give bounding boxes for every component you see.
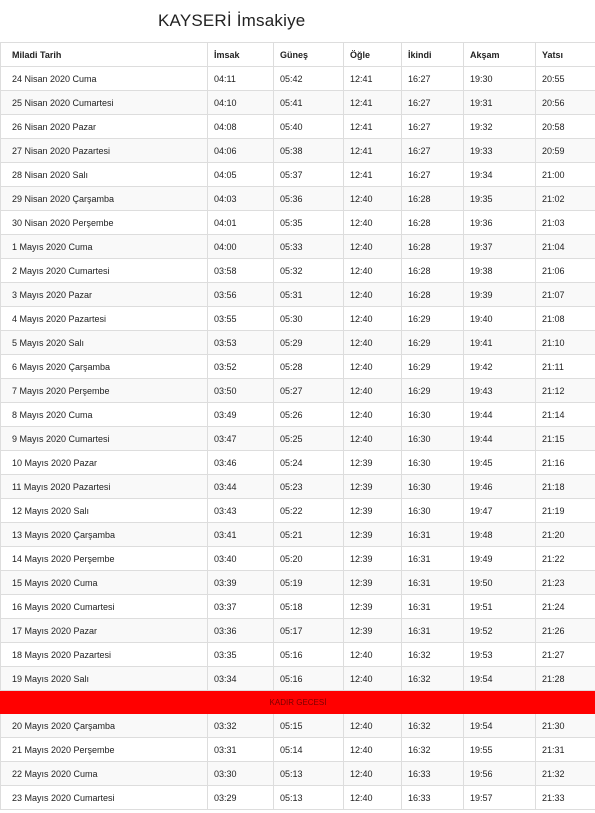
- cell-imsak: 03:36: [208, 619, 274, 643]
- cell-ikindi: 16:32: [402, 738, 464, 762]
- cell-yatsi: 21:30: [536, 714, 595, 738]
- imsakiye-table: [0, 42, 595, 810]
- cell-ikindi: 16:29: [402, 307, 464, 331]
- cell-ogle: 12:40: [344, 643, 402, 667]
- page-title: KAYSERİ İmsakiye: [158, 11, 306, 30]
- cell-gunes: 05:38: [274, 139, 344, 163]
- cell-aksam: 19:51: [464, 595, 536, 619]
- cell-date: 2 Mayıs 2020 Cumartesi: [1, 259, 208, 283]
- cell-date: 30 Nisan 2020 Perşembe: [1, 211, 208, 235]
- cell-imsak: 03:39: [208, 571, 274, 595]
- cell-aksam: 19:30: [464, 67, 536, 91]
- cell-date: 24 Nisan 2020 Cuma: [1, 67, 208, 91]
- cell-aksam: 19:44: [464, 403, 536, 427]
- cell-ikindi: 16:30: [402, 451, 464, 475]
- table-row: [1, 762, 595, 786]
- cell-yatsi: 21:08: [536, 307, 595, 331]
- table-row: [1, 451, 595, 475]
- cell-date: 4 Mayıs 2020 Pazartesi: [1, 307, 208, 331]
- cell-gunes: 05:24: [274, 451, 344, 475]
- cell-gunes: 05:15: [274, 714, 344, 738]
- cell-aksam: 19:50: [464, 571, 536, 595]
- cell-imsak: 04:00: [208, 235, 274, 259]
- cell-yatsi: 21:28: [536, 667, 595, 691]
- cell-imsak: 04:08: [208, 115, 274, 139]
- cell-imsak: 03:55: [208, 307, 274, 331]
- cell-yatsi: 21:24: [536, 595, 595, 619]
- cell-ogle: 12:40: [344, 187, 402, 211]
- cell-imsak: 03:34: [208, 667, 274, 691]
- column-header-ogle: Öğle: [344, 43, 402, 67]
- cell-date: 12 Mayıs 2020 Salı: [1, 499, 208, 523]
- cell-gunes: 05:33: [274, 235, 344, 259]
- table-row: [1, 714, 595, 738]
- cell-yatsi: 21:19: [536, 499, 595, 523]
- cell-imsak: 04:03: [208, 187, 274, 211]
- cell-gunes: 05:16: [274, 643, 344, 667]
- table-row: [1, 499, 595, 523]
- cell-imsak: 03:37: [208, 595, 274, 619]
- cell-aksam: 19:47: [464, 499, 536, 523]
- cell-ikindi: 16:27: [402, 115, 464, 139]
- cell-gunes: 05:42: [274, 67, 344, 91]
- cell-imsak: 03:40: [208, 547, 274, 571]
- cell-aksam: 19:35: [464, 187, 536, 211]
- cell-gunes: 05:13: [274, 762, 344, 786]
- table-row: [1, 235, 595, 259]
- table-row: [1, 475, 595, 499]
- column-header-aksam: Akşam: [464, 43, 536, 67]
- cell-imsak: 04:05: [208, 163, 274, 187]
- column-header-ikindi: İkindi: [402, 43, 464, 67]
- cell-ogle: 12:39: [344, 619, 402, 643]
- cell-imsak: 04:10: [208, 91, 274, 115]
- cell-yatsi: 21:10: [536, 331, 595, 355]
- cell-yatsi: 21:15: [536, 427, 595, 451]
- cell-gunes: 05:25: [274, 427, 344, 451]
- table-row: [1, 738, 595, 762]
- cell-ogle: 12:39: [344, 451, 402, 475]
- cell-aksam: 19:34: [464, 163, 536, 187]
- cell-date: 5 Mayıs 2020 Salı: [1, 331, 208, 355]
- table-row: [1, 163, 595, 187]
- cell-ogle: 12:39: [344, 595, 402, 619]
- cell-yatsi: 21:07: [536, 283, 595, 307]
- column-header-gunes: Güneş: [274, 43, 344, 67]
- cell-aksam: 19:43: [464, 379, 536, 403]
- table-row: [1, 619, 595, 643]
- cell-imsak: 03:52: [208, 355, 274, 379]
- cell-ogle: 12:40: [344, 259, 402, 283]
- cell-ikindi: 16:33: [402, 786, 464, 810]
- column-header-date: Miladi Tarih: [1, 43, 208, 67]
- cell-date: 20 Mayıs 2020 Çarşamba: [1, 714, 208, 738]
- table-body: [1, 67, 595, 810]
- cell-date: 3 Mayıs 2020 Pazar: [1, 283, 208, 307]
- cell-date: 29 Nisan 2020 Çarşamba: [1, 187, 208, 211]
- cell-ogle: 12:41: [344, 139, 402, 163]
- cell-date: 26 Nisan 2020 Pazar: [1, 115, 208, 139]
- cell-date: 7 Mayıs 2020 Perşembe: [1, 379, 208, 403]
- cell-aksam: 19:56: [464, 762, 536, 786]
- cell-yatsi: 21:20: [536, 523, 595, 547]
- cell-aksam: 19:36: [464, 211, 536, 235]
- cell-date: 23 Mayıs 2020 Cumartesi: [1, 786, 208, 810]
- cell-date: 11 Mayıs 2020 Pazartesi: [1, 475, 208, 499]
- cell-date: 27 Nisan 2020 Pazartesi: [1, 139, 208, 163]
- cell-aksam: 19:53: [464, 643, 536, 667]
- cell-gunes: 05:21: [274, 523, 344, 547]
- cell-yatsi: 21:12: [536, 379, 595, 403]
- cell-aksam: 19:40: [464, 307, 536, 331]
- table-row: [1, 283, 595, 307]
- cell-ikindi: 16:27: [402, 163, 464, 187]
- cell-date: 9 Mayıs 2020 Cumartesi: [1, 427, 208, 451]
- cell-ogle: 12:40: [344, 786, 402, 810]
- cell-aksam: 19:46: [464, 475, 536, 499]
- cell-ogle: 12:41: [344, 67, 402, 91]
- cell-imsak: 03:47: [208, 427, 274, 451]
- cell-imsak: 03:32: [208, 714, 274, 738]
- cell-ogle: 12:40: [344, 714, 402, 738]
- cell-gunes: 05:19: [274, 571, 344, 595]
- cell-yatsi: 21:26: [536, 619, 595, 643]
- cell-date: 22 Mayıs 2020 Cuma: [1, 762, 208, 786]
- cell-aksam: 19:31: [464, 91, 536, 115]
- cell-imsak: 03:49: [208, 403, 274, 427]
- cell-yatsi: 21:00: [536, 163, 595, 187]
- table-row: [1, 643, 595, 667]
- cell-aksam: 19:52: [464, 619, 536, 643]
- cell-date: 14 Mayıs 2020 Perşembe: [1, 547, 208, 571]
- cell-yatsi: 21:16: [536, 451, 595, 475]
- cell-aksam: 19:38: [464, 259, 536, 283]
- cell-yatsi: 21:27: [536, 643, 595, 667]
- cell-gunes: 05:20: [274, 547, 344, 571]
- cell-gunes: 05:29: [274, 331, 344, 355]
- cell-ikindi: 16:28: [402, 235, 464, 259]
- cell-date: 21 Mayıs 2020 Perşembe: [1, 738, 208, 762]
- cell-imsak: 03:46: [208, 451, 274, 475]
- cell-date: 19 Mayıs 2020 Salı: [1, 667, 208, 691]
- cell-ogle: 12:40: [344, 667, 402, 691]
- cell-ogle: 12:41: [344, 91, 402, 115]
- cell-ikindi: 16:29: [402, 331, 464, 355]
- table-row: [1, 667, 595, 691]
- table-row: [1, 331, 595, 355]
- table-row: [1, 259, 595, 283]
- cell-ogle: 12:39: [344, 475, 402, 499]
- cell-ogle: 12:41: [344, 163, 402, 187]
- cell-aksam: 19:57: [464, 786, 536, 810]
- cell-date: 6 Mayıs 2020 Çarşamba: [1, 355, 208, 379]
- cell-ikindi: 16:31: [402, 595, 464, 619]
- cell-gunes: 05:14: [274, 738, 344, 762]
- cell-aksam: 19:45: [464, 451, 536, 475]
- cell-ogle: 12:40: [344, 403, 402, 427]
- cell-gunes: 05:17: [274, 619, 344, 643]
- cell-ikindi: 16:31: [402, 619, 464, 643]
- table-row: [1, 211, 595, 235]
- cell-ogle: 12:40: [344, 427, 402, 451]
- cell-gunes: 05:32: [274, 259, 344, 283]
- cell-ogle: 12:41: [344, 115, 402, 139]
- cell-ikindi: 16:31: [402, 571, 464, 595]
- table-row: [1, 355, 595, 379]
- cell-imsak: 03:29: [208, 786, 274, 810]
- cell-imsak: 03:41: [208, 523, 274, 547]
- cell-gunes: 05:27: [274, 379, 344, 403]
- cell-gunes: 05:41: [274, 91, 344, 115]
- cell-imsak: 03:50: [208, 379, 274, 403]
- cell-ogle: 12:40: [344, 283, 402, 307]
- cell-yatsi: 21:23: [536, 571, 595, 595]
- cell-ikindi: 16:28: [402, 187, 464, 211]
- cell-imsak: 03:43: [208, 499, 274, 523]
- cell-yatsi: 21:31: [536, 738, 595, 762]
- cell-gunes: 05:35: [274, 211, 344, 235]
- cell-yatsi: 20:58: [536, 115, 595, 139]
- cell-gunes: 05:40: [274, 115, 344, 139]
- cell-aksam: 19:32: [464, 115, 536, 139]
- column-header-imsak: İmsak: [208, 43, 274, 67]
- cell-aksam: 19:48: [464, 523, 536, 547]
- cell-imsak: 03:56: [208, 283, 274, 307]
- table-row: [1, 547, 595, 571]
- cell-gunes: 05:22: [274, 499, 344, 523]
- cell-yatsi: 20:55: [536, 67, 595, 91]
- cell-ogle: 12:40: [344, 331, 402, 355]
- cell-imsak: 03:35: [208, 643, 274, 667]
- cell-aksam: 19:54: [464, 667, 536, 691]
- cell-yatsi: 20:56: [536, 91, 595, 115]
- table-row: [1, 379, 595, 403]
- cell-ikindi: 16:30: [402, 427, 464, 451]
- cell-ikindi: 16:30: [402, 403, 464, 427]
- table-row: [1, 67, 595, 91]
- cell-gunes: 05:23: [274, 475, 344, 499]
- cell-date: 18 Mayıs 2020 Pazartesi: [1, 643, 208, 667]
- cell-ikindi: 16:32: [402, 714, 464, 738]
- cell-imsak: 04:11: [208, 67, 274, 91]
- special-row-label: KADIR GECESİ: [1, 691, 595, 714]
- cell-ogle: 12:40: [344, 235, 402, 259]
- table-row: [1, 595, 595, 619]
- cell-gunes: 05:26: [274, 403, 344, 427]
- cell-date: 17 Mayıs 2020 Pazar: [1, 619, 208, 643]
- cell-ogle: 12:39: [344, 571, 402, 595]
- table-row: [1, 187, 595, 211]
- cell-date: 28 Nisan 2020 Salı: [1, 163, 208, 187]
- cell-ogle: 12:40: [344, 379, 402, 403]
- cell-date: 16 Mayıs 2020 Cumartesi: [1, 595, 208, 619]
- cell-ikindi: 16:30: [402, 499, 464, 523]
- cell-ikindi: 16:32: [402, 667, 464, 691]
- cell-yatsi: 21:18: [536, 475, 595, 499]
- table-row: [1, 307, 595, 331]
- table-row: [1, 403, 595, 427]
- cell-gunes: 05:31: [274, 283, 344, 307]
- cell-ogle: 12:40: [344, 211, 402, 235]
- cell-aksam: 19:33: [464, 139, 536, 163]
- cell-gunes: 05:36: [274, 187, 344, 211]
- cell-ikindi: 16:27: [402, 139, 464, 163]
- cell-ikindi: 16:29: [402, 355, 464, 379]
- cell-yatsi: 21:04: [536, 235, 595, 259]
- table-row: [1, 786, 595, 810]
- cell-imsak: 04:01: [208, 211, 274, 235]
- column-header-yatsi: Yatsı: [536, 43, 595, 67]
- cell-yatsi: 21:03: [536, 211, 595, 235]
- cell-date: 25 Nisan 2020 Cumartesi: [1, 91, 208, 115]
- cell-yatsi: 21:11: [536, 355, 595, 379]
- cell-gunes: 05:28: [274, 355, 344, 379]
- cell-yatsi: 20:59: [536, 139, 595, 163]
- cell-aksam: 19:41: [464, 331, 536, 355]
- cell-ogle: 12:39: [344, 499, 402, 523]
- cell-yatsi: 21:06: [536, 259, 595, 283]
- cell-gunes: 05:16: [274, 667, 344, 691]
- cell-date: 10 Mayıs 2020 Pazar: [1, 451, 208, 475]
- cell-aksam: 19:55: [464, 738, 536, 762]
- cell-imsak: 03:31: [208, 738, 274, 762]
- table-row: [1, 571, 595, 595]
- cell-imsak: 04:06: [208, 139, 274, 163]
- table-row: [1, 139, 595, 163]
- cell-ikindi: 16:31: [402, 547, 464, 571]
- cell-ogle: 12:40: [344, 738, 402, 762]
- cell-ogle: 12:40: [344, 307, 402, 331]
- cell-aksam: 19:42: [464, 355, 536, 379]
- cell-imsak: 03:58: [208, 259, 274, 283]
- cell-ikindi: 16:27: [402, 67, 464, 91]
- cell-ogle: 12:39: [344, 547, 402, 571]
- cell-yatsi: 21:33: [536, 786, 595, 810]
- kadir-gecesi-row: [1, 691, 595, 714]
- table-row: [1, 523, 595, 547]
- cell-yatsi: 21:02: [536, 187, 595, 211]
- cell-date: 13 Mayıs 2020 Çarşamba: [1, 523, 208, 547]
- cell-ikindi: 16:27: [402, 91, 464, 115]
- table-row: [1, 91, 595, 115]
- cell-ogle: 12:39: [344, 523, 402, 547]
- cell-imsak: 03:30: [208, 762, 274, 786]
- cell-aksam: 19:49: [464, 547, 536, 571]
- cell-ogle: 12:40: [344, 355, 402, 379]
- cell-yatsi: 21:32: [536, 762, 595, 786]
- cell-yatsi: 21:22: [536, 547, 595, 571]
- cell-aksam: 19:44: [464, 427, 536, 451]
- cell-yatsi: 21:14: [536, 403, 595, 427]
- table-row: [1, 427, 595, 451]
- cell-ikindi: 16:28: [402, 211, 464, 235]
- table-header-row: [1, 43, 595, 67]
- table-row: [1, 115, 595, 139]
- cell-ikindi: 16:28: [402, 259, 464, 283]
- cell-date: 1 Mayıs 2020 Cuma: [1, 235, 208, 259]
- cell-ikindi: 16:31: [402, 523, 464, 547]
- cell-date: 15 Mayıs 2020 Cuma: [1, 571, 208, 595]
- cell-aksam: 19:37: [464, 235, 536, 259]
- cell-ikindi: 16:33: [402, 762, 464, 786]
- cell-ogle: 12:40: [344, 762, 402, 786]
- cell-date: 8 Mayıs 2020 Cuma: [1, 403, 208, 427]
- cell-aksam: 19:54: [464, 714, 536, 738]
- cell-gunes: 05:18: [274, 595, 344, 619]
- cell-gunes: 05:30: [274, 307, 344, 331]
- cell-imsak: 03:44: [208, 475, 274, 499]
- cell-ikindi: 16:30: [402, 475, 464, 499]
- cell-ikindi: 16:29: [402, 379, 464, 403]
- cell-ikindi: 16:28: [402, 283, 464, 307]
- cell-ikindi: 16:32: [402, 643, 464, 667]
- cell-gunes: 05:13: [274, 786, 344, 810]
- cell-gunes: 05:37: [274, 163, 344, 187]
- cell-imsak: 03:53: [208, 331, 274, 355]
- cell-aksam: 19:39: [464, 283, 536, 307]
